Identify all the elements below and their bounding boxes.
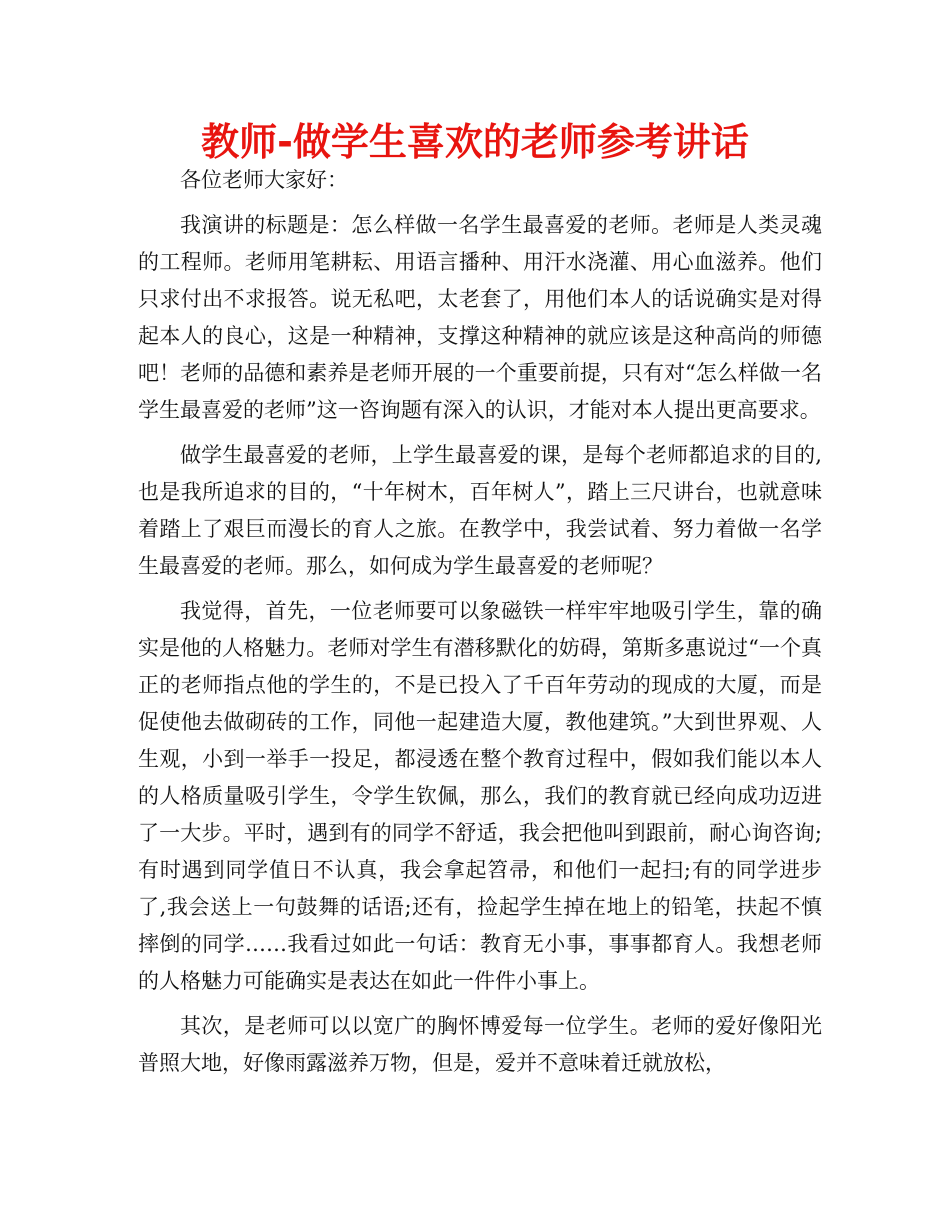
document-body xyxy=(138,162,822,1082)
document-title: 教师-做学生喜欢的老师参考讲话 xyxy=(201,120,749,164)
paragraph: 我演讲的标题是：怎么样做一名学生最喜爱的老师。老师是人类灵魂的工程师。老师用笔耕耘、用语言播种、用汗水浇灌、用心血滋养。他们只求付出不求报答。说无私吧，太老套了，用他们本人的话说确实是对得起本人的良心，这是一种精神，支撑这种精神的就应该是这种高尚的师德吧！老师的品德和素养是老师开展的一个重要前提，只有对“怎么样做一名学生最喜爱的老师”这一咨询题有深入的认识，才能对本人提出更高要求。 xyxy=(138,213,822,422)
salutation: 各位老师大家好： xyxy=(180,168,348,192)
paragraph: 其次，是老师可以以宽广的胸怀博爱每一位学生。老师的爱好像阳光普照大地，好像雨露滋养万物，但是，爱并不意味着迁就放松， xyxy=(138,1014,822,1075)
paragraph: 我觉得，首先，一位老师要可以象磁铁一样牢牢地吸引学生，靠的确实是他的人格魅力。老师对学生有潜移默化的妨碍，第斯多惠说过“一个真正的老师指点他的学生的，不是已投入了千百年劳动的现成的大厦，而是促使他去做砌砖的工作，同他一起建造大厦，教他建筑。”大到世界观、人生观，小到一举手一投足，都浸透在整个教育过程中，假如我们能以本人的人格质量吸引学生，令学生钦佩，那么，我们的教育就已经向成功迈进了一大步。平时，遇到有的同学不舒适，我会把他叫到跟前，耐心询咨询;有时遇到同学值日不认真，我会拿起笤帚，和他们一起扫;有的同学进步了,我会送上一句鼓舞的话语;还有，捡起学生掉在地上的铅笔，扶起不慎摔倒的同学……我看过如此一句话：教育无小事，事事都育人。我想老师的人格魅力可能确实是表达在如此一件件小事上。 xyxy=(138,599,822,993)
paragraph: 做学生最喜爱的老师，上学生最喜爱的课，是每个老师都追求的目的,也是我所追求的目的，“十年树木，百年树人”，踏上三尺讲台，也就意味着踏上了艰巨而漫长的育人之旅。在教学中，我尝试着、努力着做一名学生最喜爱的老师。那么，如何成为学生最喜爱的老师呢？ xyxy=(138,443,822,578)
